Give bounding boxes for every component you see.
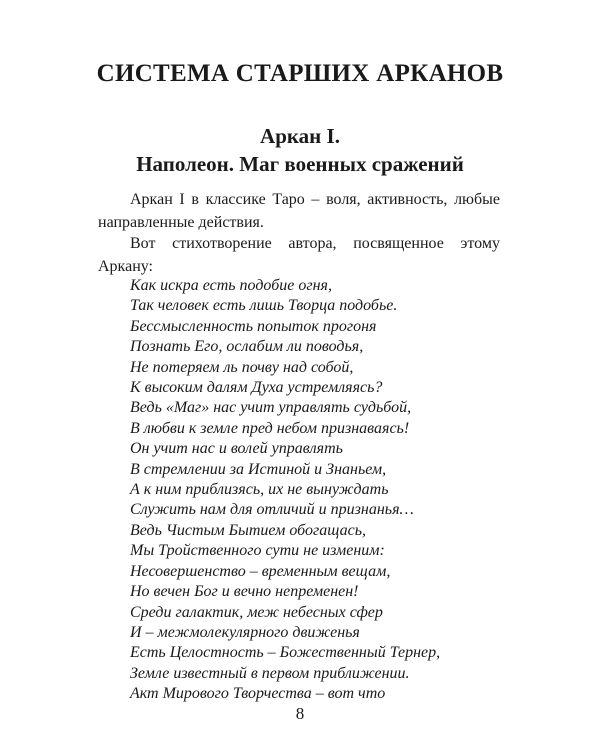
poem-intro-paragraph [98,232,500,278]
poem-line: Как искра есть подобие огня, [130,277,332,294]
arcana-heading [0,122,600,178]
arcana-name: Наполеон. Маг военных сражений [136,152,464,176]
poem-intro-word: Вот [130,235,156,252]
poem-line: Он учит нас и волей управлять [130,440,343,458]
poem-intro-word: автора, [288,235,337,252]
poem-line: Так человек есть лишь Творца подобье. [130,297,398,315]
poem-line: А к ним приблизясь, их не вынуждать [130,481,389,499]
poem-line: Мы Тройственного сути не изменим: [130,542,385,560]
poem-line: И – межмолекулярного движенья [130,623,360,641]
poem-line: Ведь «Маг» нас учит управлять судьбой, [130,399,412,417]
poem-line: В стремлении за Истиной и Знаньем, [130,460,387,478]
poem-intro-end: Аркану: [98,258,153,275]
intro-paragraph: Аркан I в классике Таро – воля, активность, любые направленные действия. [98,191,500,231]
poem-line: Бессмысленность попыток прогоня [130,317,377,335]
poem-line: Служить нам для отличий и признанья… [130,501,414,519]
poem-line: В любви к земле пред небом признаваясь! [130,419,410,437]
poem-intro-line [98,232,500,255]
poem-intro-word: этому [460,235,500,252]
poem-line: Познать Его, ослабим ли поводья, [130,338,364,356]
poem-line: Ведь Чистым Бытием обогащась, [130,521,367,539]
arcana-number: Аркан I. [260,124,340,148]
poem-line: Есть Целостность – Божественный Тернер, [130,644,441,662]
poem-line: К высоким далям Духа устремляясь? [130,379,383,397]
poem-intro-word: посвященное [353,235,444,252]
poem-line: Земле известный в первом приближении. [130,664,410,682]
poem-line: Несовершенство – временным вещам, [130,562,391,580]
section-title: СИСТЕМА СТАРШИХ АРКАНОВ [96,60,504,87]
poem [130,276,440,705]
poem-line: Но вечен Бог и вечно непременен! [130,583,359,601]
poem-line: Не потеряем ль почву над собой, [130,358,354,376]
poem-intro-word: стихотворение [172,235,272,252]
poem-line: Среди галактик, меж небесных сфер [130,603,383,621]
page-number: 8 [295,704,305,723]
poem-line: Акт Мирового Творчества – вот что [130,685,386,703]
